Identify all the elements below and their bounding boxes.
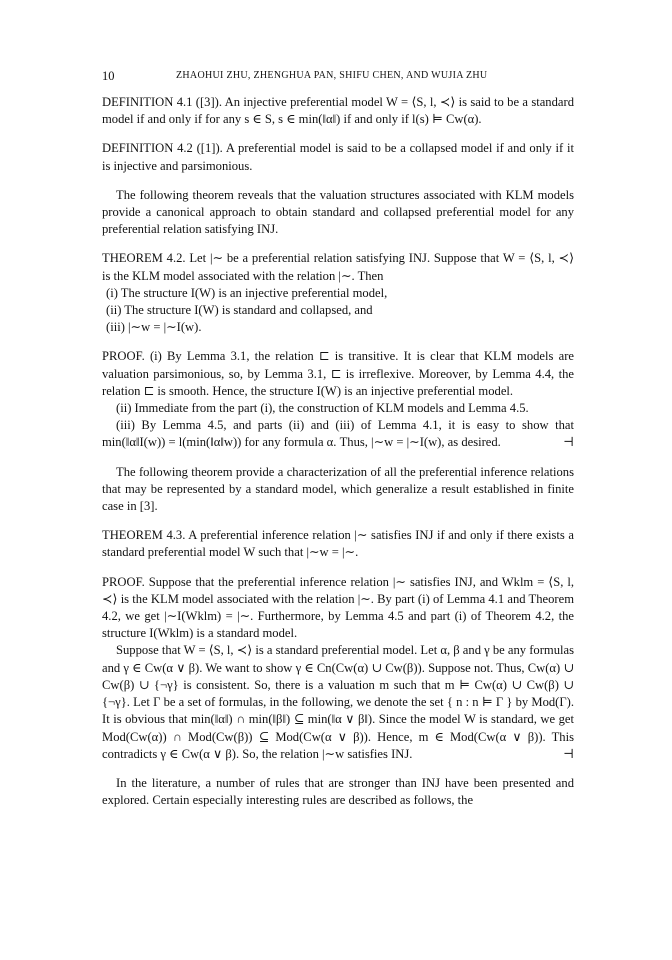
proof-theorem-4-3-cont-text: Suppose that W = ⟨S, l, ≺⟩ is a standard preferential model. Let α, β and γ be any formulas and γ ∈ Cw(α ∨ β). We want to show γ ∈ Cn(Cw(α) ∪ Cw(β)). Suppose not. Thus, Cw(α) ∪ Cw(β) ∪ {¬γ} is consistent. So, there is a valuation m such that m ⊨ Cw(α) ∪ Cw(β) ∪ {¬γ}. Let Γ be a set of formulas, in the following, we denote the set { n : n ⊨ Γ } by Mod(Γ). It is obvious that min(‖α‖) ∩ min(‖β‖) ⊆ min(‖α ∨ β‖). Since the model W is standard, we get Mod(Cw(α)) ∩ Mod(Cw(β)) ⊆ Mod(Cw(α ∨ β)). Hence, m ∈ Mod(Cw(α ∨ β)). This contradicts γ ∈ Cw(α ∨ β). So, the relation |∼w satisfies INJ. [102, 643, 574, 761]
theorem-4-3: THEOREM 4.3. A preferential inference relation |∼ satisfies INJ if and only if there exists a standard preferential model W such that |∼w = |∼. [102, 528, 574, 560]
proof-part-ii: (ii) Immediate from the part (i), the construction of KLM models and Lemma 4.5. [116, 401, 529, 416]
theorem-item-i: (i) The structure I(W) is an injective preferential model, [106, 285, 388, 300]
qed-mark: ⊣ [563, 435, 574, 450]
proof-part-i: PROOF. (i) By Lemma 3.1, the relation ⊏ is transitive. It is clear that KLM models are valuation parsimonious, so, by Lemma 3.1, ⊏ is irreflexive. Moreover, by Lemma 4.4, the relation ⊏ is smooth. Hence, the structure I(W) is an injective preferential model. [102, 349, 574, 398]
theorem-item-iii: (iii) |∼w = |∼I(w). [106, 320, 202, 335]
theorem-item-ii: (ii) The structure I(W) is standard and collapsed, and [106, 303, 373, 318]
paragraph-literature: In the literature, a number of rules that are stronger than INJ have been presented and explored. Certain especially interesting rules are described as follows, the [102, 775, 574, 808]
page [102, 68, 574, 809]
definition-4-2: DEFINITION 4.2 ([1]). A preferential model is said to be a collapsed model if and only if it is injective and parsimonious. [102, 141, 574, 173]
running-header [102, 68, 574, 84]
qed-mark-2: ⊣ [563, 746, 574, 761]
definition-4-1: DEFINITION 4.1 ([3]). An injective preferential model W = ⟨S, l, ≺⟩ is said to be a standard model if and only if for any s ∈ S, s ∈ min(‖α‖) if and only if l(s) ⊨ Cw(α). [102, 95, 574, 127]
paragraph-characterization: The following theorem provide a characterization of all the preferential inference relations that may be represented by a standard model, which generalize a result established in finite case in [3]. [102, 464, 574, 514]
proof-theorem-4-3: PROOF. Suppose that the preferential inference relation |∼ satisfies INJ, and Wklm = ⟨S, l, ≺⟩ is the KLM model associated with the relation |∼. By part (i) of Lemma 4.1 and Theorem 4.2, we get |∼I(Wklm) = |∼. Furthermore, by Lemma 4.5 and part (i) of Theorem 4.2, the structure I(Wklm) is a standard model. [102, 574, 574, 641]
proof-part-iii-text: (iii) By Lemma 4.5, and parts (ii) and (iii) of Lemma 4.1, it is easy to show that min(‖α‖I(w)) = l(min(‖α‖w)) for any formula α. Thus, |∼w = |∼I(w), as desired. [102, 418, 574, 450]
proof-part-iii [102, 417, 574, 451]
theorem-4-2: THEOREM 4.2. Let |∼ be a preferential relation satisfying INJ. Suppose that W = ⟨S, l, ≺⟩ is the KLM model associated with the relation |∼. Then [102, 251, 574, 283]
running-head: ZHAOHUI ZHU, ZHENGHUA PAN, SHIFU CHEN, AND WUJIA ZHU [176, 70, 488, 81]
paragraph-intro: The following theorem reveals that the valuation structures associated with KLM models provide a canonical approach to obtain standard and collapsed preferential model for any preferential relation satisfying INJ. [102, 187, 574, 237]
page-number: 10 [102, 69, 115, 83]
proof-theorem-4-3-cont [102, 642, 574, 762]
